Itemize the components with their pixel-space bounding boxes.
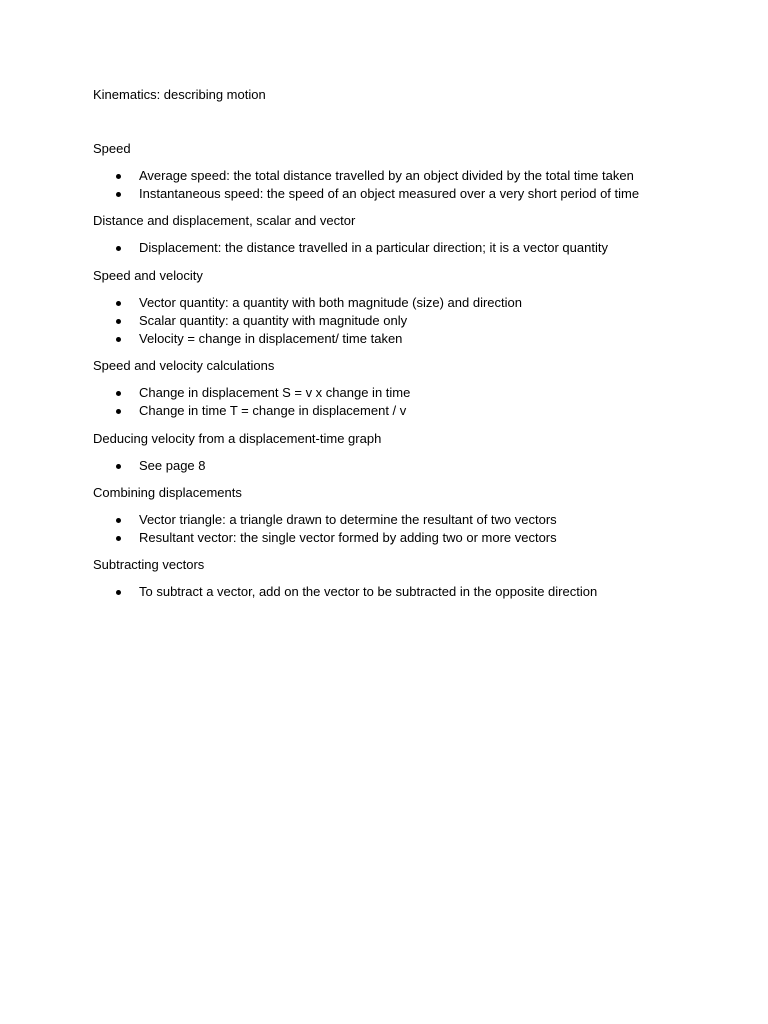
bullet-item — [93, 239, 693, 257]
section — [93, 140, 693, 203]
bullet-dot-icon — [116, 174, 121, 179]
section — [93, 430, 693, 475]
section — [93, 357, 693, 420]
bullet-text: Change in displacement S = v x change in time — [139, 385, 411, 401]
section-heading: Deducing velocity from a displacement-time graph — [93, 430, 382, 446]
bullet-text: To subtract a vector, add on the vector to be subtracted in the opposite direction — [139, 584, 598, 600]
bullet-item — [93, 529, 693, 547]
bullet-dot-icon — [116, 409, 121, 414]
bullet-item — [93, 312, 693, 330]
bullet-dot-icon — [116, 301, 121, 306]
bullet-item — [93, 457, 693, 475]
sections-container — [93, 140, 693, 601]
bullet-text: Displacement: the distance travelled in a particular direction; it is a vector quantity — [139, 240, 608, 256]
bullet-list — [93, 239, 693, 257]
document-body — [93, 86, 693, 610]
bullet-list — [93, 294, 693, 349]
bullet-item — [93, 167, 693, 185]
bullet-list — [93, 167, 693, 203]
bullet-text: Scalar quantity: a quantity with magnitude only — [139, 312, 408, 328]
bullet-dot-icon — [116, 590, 121, 595]
bullet-dot-icon — [116, 337, 121, 342]
bullet-item — [93, 330, 693, 348]
bullet-list — [93, 511, 693, 547]
bullet-text: Change in time T = change in displacement / v — [139, 403, 407, 419]
bullet-dot-icon — [116, 518, 121, 523]
section-heading: Combining displacements — [93, 484, 242, 500]
bullet-text: Velocity = change in displacement/ time taken — [139, 331, 403, 347]
bullet-list — [93, 384, 693, 420]
bullet-text: Resultant vector: the single vector formed by adding two or more vectors — [139, 530, 557, 546]
bullet-item — [93, 583, 693, 601]
bullet-dot-icon — [116, 246, 121, 251]
bullet-item — [93, 185, 693, 203]
section-heading: Subtracting vectors — [93, 557, 205, 573]
bullet-text: Instantaneous speed: the speed of an object measured over a very short period of time — [139, 186, 640, 202]
section — [93, 484, 693, 547]
bullet-list — [93, 457, 693, 475]
bullet-item — [93, 402, 693, 420]
bullet-dot-icon — [116, 536, 121, 541]
section-heading: Speed and velocity — [93, 267, 203, 283]
bullet-list — [93, 583, 693, 601]
section-heading: Speed — [93, 141, 131, 156]
section — [93, 556, 693, 601]
bullet-item — [93, 511, 693, 529]
section — [93, 267, 693, 349]
bullet-item — [93, 294, 693, 312]
document-title: Kinematics: describing motion — [93, 87, 266, 102]
bullet-text: Vector quantity: a quantity with both magnitude (size) and direction — [139, 294, 522, 310]
section — [93, 212, 693, 257]
bullet-text: See page 8 — [139, 457, 206, 473]
bullet-dot-icon — [116, 391, 121, 396]
bullet-item — [93, 384, 693, 402]
bullet-dot-icon — [116, 464, 121, 469]
bullet-text: Average speed: the total distance travelled by an object divided by the total time taken — [139, 168, 634, 183]
section-heading: Speed and velocity calculations — [93, 358, 275, 374]
bullet-text: Vector triangle: a triangle drawn to determine the resultant of two vectors — [139, 511, 557, 527]
bullet-dot-icon — [116, 319, 121, 324]
bullet-dot-icon — [116, 192, 121, 197]
section-heading: Distance and displacement, scalar and vector — [93, 213, 356, 229]
